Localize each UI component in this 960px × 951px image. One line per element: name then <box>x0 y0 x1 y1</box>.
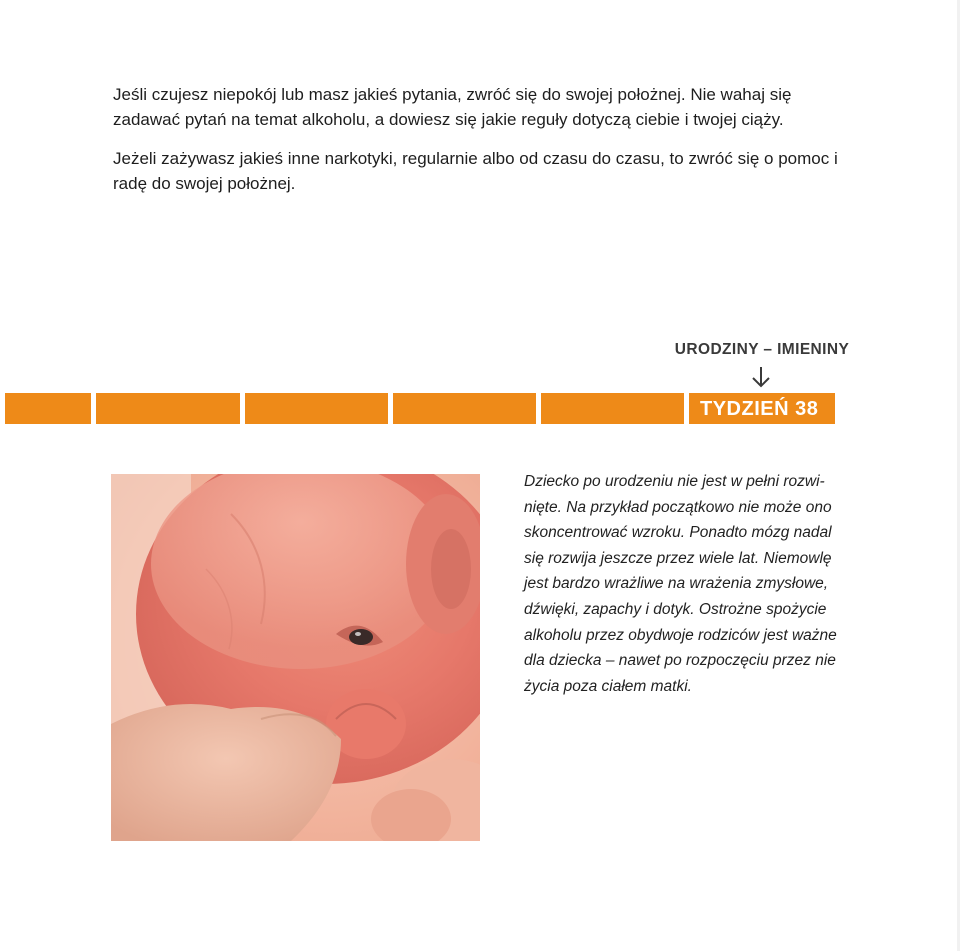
body-text-line: skoncentrować wzroku. Ponadto mózg nadal <box>524 524 832 542</box>
body-text-line: jest bardzo wrażliwe na wrażenia zmysłowe, <box>524 575 829 593</box>
body-text-line: nięte. Na przykład początkowo nie może ono <box>524 498 832 516</box>
intro-paragraph: Jeżeli zażywasz jakieś inne narkotyki, regularnie albo od czasu do czasu, to zwróć się o pomoc i radę do swojej położnej. <box>113 149 838 193</box>
body-text <box>524 469 854 699</box>
body-text-line: dźwięki, zapachy i dotyk. Ostrożne spożycie <box>524 600 827 618</box>
body-text-line: życia poza ciałem matki. <box>524 677 692 695</box>
week-label: TYDZIEŃ 38 <box>700 398 819 420</box>
timeline-week-bar <box>96 393 240 424</box>
body-text-line: się rozwija jeszcze przez wiele lat. Niemowlę <box>524 549 832 567</box>
body-text-line: Dziecko po urodzeniu nie jest w pełni rozwi- <box>524 473 825 490</box>
intro-text <box>113 82 853 210</box>
intro-paragraph: Jeśli czujesz niepokój lub masz jakieś pytania, zwróć się do swojej położnej. Nie wahaj się zadawać pytań na temat alkoholu, a dowiesz się jakie reguły dotyczą ciebie i twojej ciąży. <box>113 85 792 129</box>
timeline-week-bar <box>393 393 536 424</box>
timeline-week-bar <box>541 393 684 424</box>
body-text-line: alkoholu przez obydwoje rodziców jest ważne <box>524 626 837 644</box>
timeline-week-bar <box>245 393 388 424</box>
arrow-down-icon <box>751 365 771 389</box>
body-text-line: dla dziecka – nawet po rozpoczęciu przez nie <box>524 652 836 670</box>
milestone-label: URODZINY – IMIENINY <box>674 341 850 358</box>
timeline-week-bar <box>5 393 91 424</box>
newborn-baby-photo <box>111 474 480 841</box>
